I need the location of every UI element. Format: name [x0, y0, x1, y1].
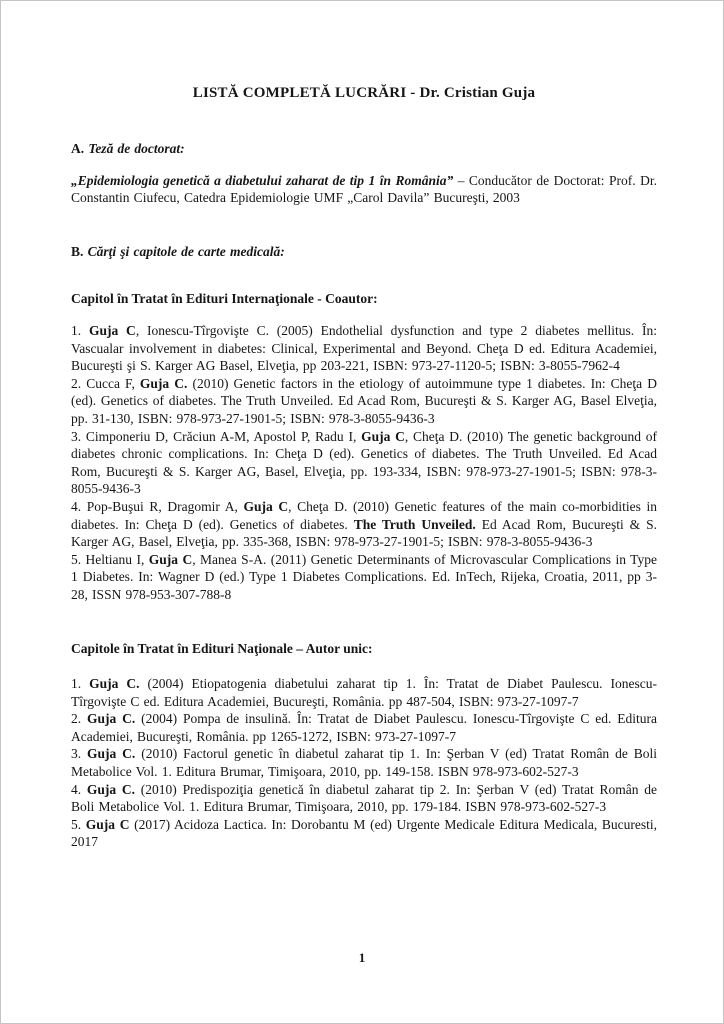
page-title: LISTĂ COMPLETĂ LUCRĂRI - Dr. Cristian Guja — [192, 85, 536, 101]
publication-item: 1. Guja C, Ionescu-Tîrgovişte C. (2005) Endothelial dysfunction and type 2 diabetes mellitus. În: Vascualar involvement in diabetes: Clinical, Experimental and Beyond. Cheţa D ed. Editura Academiei, Bucureşti şi S. Karger AG Basel, Elveţia, pp 203-221, ISBN: 973-27-1120-5; ISBN: 3-8055-7962-4 — [71, 322, 657, 374]
subsection-national-heading: Capitole în Tratat în Edituri Naţionale – Autor unic: — [71, 641, 373, 657]
subsection-international-heading: Capitol în Tratat în Edituri Internaţionale - Coautor: — [71, 291, 378, 307]
publication-item: 2. Cucca F, Guja C. (2010) Genetic factors in the etiology of autoimmune type 1 diabetes. In: Cheţa D (ed). Genetics of diabetes. The Truth Unveiled. Ed Acad Rom, Bucureşti & S. Karger AG, Basel Elveţia, pp. 31-130, ISBN: 978-973-27-1901-5; ISBN: 978-3-8055-9436-3 — [71, 375, 657, 426]
publication-item: 2. Guja C. (2004) Pompa de insulină. În: Tratat de Diabet Paulescu. Ionescu-Tîrgovişte C ed. Editura Academiei, Bucureşti, România. pp 1265-1272, ISBN: 973-27-1097-7 — [71, 711, 657, 744]
thesis-paragraph: „Epidemiologia genetică a diabetului zaharat de tip 1 în România” – Conducător de Doctorat: Prof. Dr. Constantin Ciufecu, Catedra Epidemiologie UMF „Carol Davila” Bucureşti, 2003 — [71, 172, 657, 206]
publication-item: 4. Guja C. (2010) Predispoziţia genetică în diabetul zaharat tip 2. In: Şerban V (ed) Tratat Român de Boli Metabolice Vol. 1. Editura Brumar, Timişoara, 2010, pp. 179-184. ISBN 978-973-602-527-3 — [71, 781, 657, 815]
publication-item: 5. Heltianu I, Guja C, Manea S-A. (2011) Genetic Determinants of Microvascular Complications in Type 1 Diabetes. In: Wagner D (ed.) Type 1 Diabetes Complications. Ed. InTech, Rijeka, Croatia, 2011, pp 3-28, ISSN 978-953-307-788-8 — [71, 551, 657, 602]
page-number: 1 — [358, 950, 366, 965]
international-items-list — [71, 322, 657, 604]
publication-item: 3. Cimponeriu D, Crăciun A-M, Apostol P, Radu I, Guja C, Cheţa D. (2010) The genetic background of diabetes chronic complications. In: Cheţa D (ed). Genetics of diabetes. The Truth Unveiled. Ed Acad Rom, Bucureşti & S. Karger AG, Basel, Elveţia, pp. 193-334, ISBN: 978-973-27-1901-5; ISBN: 978-3-8055-9436-3 — [71, 428, 657, 497]
publication-item: 1. Guja C. (2004) Etiopatogenia diabetului zaharat tip 1. În: Tratat de Diabet Paulescu. Ionescu-Tîrgovişte C ed. Editura Academiei, Bucureşti, România. pp 487-504, ISBN: 973-27-1097-7 — [71, 676, 657, 709]
publication-item: 4. Pop-Buşui R, Dragomir A, Guja C, Cheţa D. (2010) Genetic features of the main co-morbidities in diabetes. In: Cheţa D (ed). Genetics of diabetes. The Truth Unveiled. Ed Acad Rom, Bucureşti & S. Karger AG, Basel, Elveţia, pp. 335-368, ISBN: 978-973-27-1901-5; ISBN: 978-3-8055-9436-3 — [71, 498, 657, 550]
section-b-heading: B. Cărţi şi capitole de carte medicală: — [71, 243, 285, 259]
section-a-heading: A. Teză de doctorat: — [71, 141, 185, 156]
publication-item: 3. Guja C. (2010) Factorul genetic în diabetul zaharat tip 1. In: Şerban V (ed) Tratat Român de Boli Metabolice Vol. 1. Editura Brumar, Timişoara, 2010, pp. 149-158. ISBN 978-973-602-527-3 — [71, 746, 657, 780]
national-items-list — [71, 675, 657, 851]
publication-item: 5. Guja C (2017) Acidoza Lactica. In: Dorobantu M (ed) Urgente Medicale Editura Medicala, Bucuresti, 2017 — [71, 816, 657, 850]
